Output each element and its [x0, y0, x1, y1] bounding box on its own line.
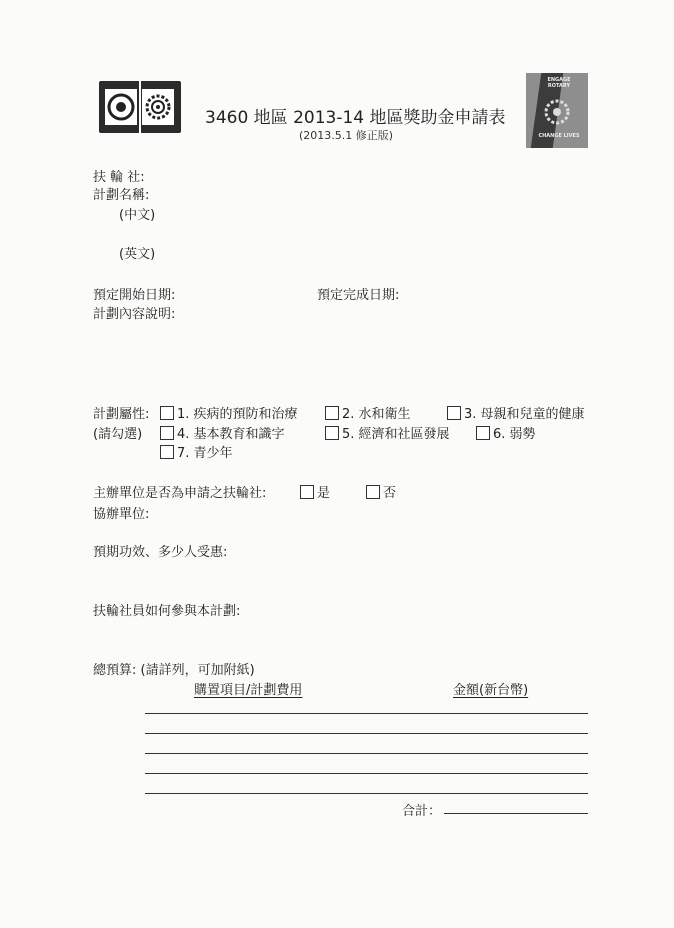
checkbox[interactable]	[325, 406, 339, 420]
checkbox[interactable]	[300, 485, 314, 499]
form-subtitle: (2013.5.1 修正版)	[299, 129, 394, 142]
category-hint: (請勾選)	[93, 427, 143, 442]
budget-label: 總預算: (請詳列，可加附紙)	[93, 663, 255, 678]
budget-row-line[interactable]	[145, 773, 588, 774]
rotary-wheel-icon	[543, 98, 571, 130]
category-option-5[interactable]: 5. 經濟和社區發展	[325, 423, 450, 442]
budget-total-line[interactable]	[444, 813, 588, 814]
checkbox[interactable]	[476, 426, 490, 440]
checkbox[interactable]	[160, 406, 174, 420]
end-date-label: 預定完成日期:	[317, 288, 400, 303]
category-option-1[interactable]: 1. 疾病的預防和治療	[160, 403, 298, 422]
category-label: 計劃屬性:	[93, 407, 150, 422]
district-logo	[99, 81, 181, 133]
description-label: 計劃內容說明:	[93, 307, 176, 322]
category-option-3[interactable]: 3. 母親和兒童的健康	[447, 403, 585, 422]
project-name-label: 計劃名稱:	[93, 188, 150, 203]
project-name-english-label: (英文)	[119, 247, 156, 262]
rotary-wheel-icon	[142, 89, 174, 125]
budget-row-line[interactable]	[145, 793, 588, 794]
host-club-question: 主辦單位是否為申請之扶輪社:	[93, 486, 267, 501]
budget-row-line[interactable]	[145, 753, 588, 754]
host-no-option[interactable]: 否	[366, 482, 396, 501]
project-name-chinese-label: (中文)	[119, 208, 156, 223]
checkbox[interactable]	[160, 445, 174, 459]
checkbox[interactable]	[447, 406, 461, 420]
category-option-6[interactable]: 6. 弱勢	[476, 423, 536, 442]
budget-row-line[interactable]	[145, 713, 588, 714]
budget-row-line[interactable]	[145, 733, 588, 734]
participation-label: 扶輪社員如何參與本計劃:	[93, 604, 241, 619]
club-label: 扶 輪 社:	[93, 170, 145, 185]
checkbox[interactable]	[325, 426, 339, 440]
budget-item-column-header: 購置項目/計劃費用	[194, 683, 303, 698]
start-date-label: 預定開始日期:	[93, 288, 176, 303]
category-option-2[interactable]: 2. 水和衛生	[325, 403, 411, 422]
theme-logo	[526, 73, 588, 148]
checkbox[interactable]	[366, 485, 380, 499]
impact-label: 預期功效、多少人受惠:	[93, 545, 228, 560]
theme-logo-bottom-text: CHANGE LIVES	[538, 133, 580, 139]
budget-total-label: 合計：	[402, 804, 442, 819]
district-emblem-icon	[105, 89, 137, 125]
category-option-7[interactable]: 7. 青少年	[160, 442, 233, 461]
cohost-label: 協辦單位:	[93, 507, 150, 522]
category-option-4[interactable]: 4. 基本教育和識字	[160, 423, 285, 442]
budget-amount-column-header: 金額(新台幣)	[453, 683, 529, 698]
theme-logo-top-text: ENGAGE ROTARY	[547, 77, 571, 89]
form-title: 3460 地區 2013-14 地區獎助金申請表	[205, 108, 506, 128]
checkbox[interactable]	[160, 426, 174, 440]
host-yes-option[interactable]: 是	[300, 482, 330, 501]
